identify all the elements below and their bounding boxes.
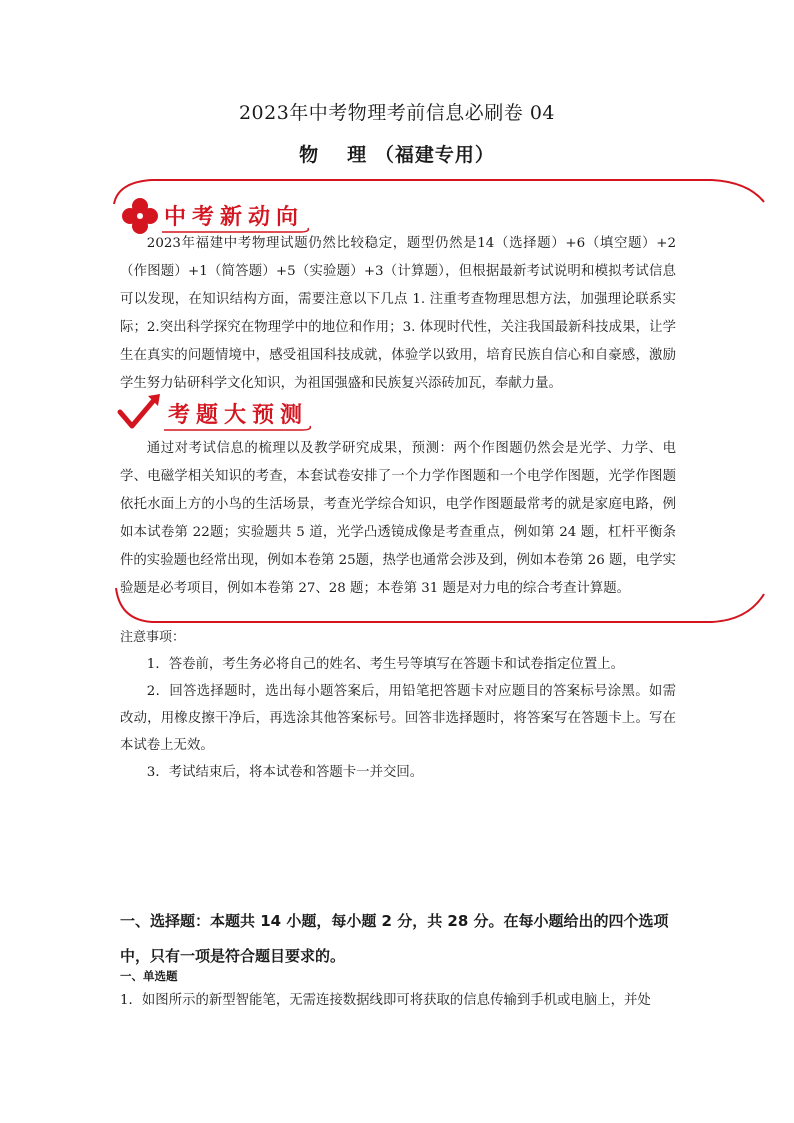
- question-1-text: 1．如图所示的新型智能笔，无需连接数据线即可将获取的信息传输到手机或电脑上，并处: [120, 993, 651, 1008]
- note-item: 1．答卷前，考生务必将自己的姓名、考生号等填写在答题卡和试卷指定位置上。: [146, 657, 624, 672]
- note-item: 2．回答选择题时，选出每小题答案后，用铅笔把答题卡对应题目的答案标号涂黑。如需改动，用橡皮擦干净后，再选涂其他答案标号。回答非选择题时，将答案写在答题卡上。写在本试卷上无效。: [120, 684, 676, 753]
- question-section-title: 一、选择题：本题共 14 小题，每小题 2 分，共 28 分。在每小题给出的四个选项中，只有一项是符合题目要求的。: [120, 912, 669, 965]
- edition-label: （福建专用）: [374, 144, 495, 166]
- section-heading-label: 考题大预测: [168, 403, 309, 428]
- section-heading-label: 中考新动向: [164, 205, 305, 230]
- question-subsection-title: 一、单选题: [120, 969, 178, 983]
- section-heading-forecast: [116, 392, 316, 432]
- check-arrow-icon: [116, 392, 162, 432]
- subject-char-1: 物: [299, 144, 320, 166]
- heading-underline: [162, 424, 312, 434]
- page-title: 2023年中考物理考前信息必刷卷 04: [238, 102, 556, 124]
- page-subtitle: [0, 140, 794, 167]
- frame-bottom-border: [112, 584, 766, 628]
- subject-char-2: 理: [347, 144, 368, 166]
- section-forecast-paragraph: 通过对考试信息的梳理以及教学研究成果，预测：两个作图题仍然会是光学、力学、电学、电磁学相关知识的考查，本套试卷安排了一个力学作图题和一个电学作图题，光学作图题依托水面上方的小鸟的生活场景，考查光学综合知识，电学作图题最常考的就是家庭电路，例如本试卷第 22题；实验题共 5 道，光学凸透镜成像是考查重点，例如第 24 题，杠杆平衡条件的实验题也经常出现，例如本卷第 25题，热学也通常会涉及到，例如本卷第 26 题，电学实验题是必考项目，例如本卷第 27、28 题；本卷第 31 题是对力电的综合考查计算题。: [120, 441, 676, 596]
- notes-heading: 注意事项：: [120, 630, 186, 645]
- section-news-paragraph: 2023年福建中考物理试题仍然比较稳定，题型仍然是14（选择题）+6（填空题）+2（作图题）+1（简答题）+5（实验题）+3（计算题），但根据最新考试说明和模拟考试信息可以发现，在知识结构方面，需要注意以下几点 1. 注重考查物理思想方法，加强理论联系实际；2.突出科学探究在物理学中的地位和作用；3. 体现时代性，关注我国最新科技成果，让学生在真实的问题情境中，感受祖国科技成就，体验学以致用，培育民族自信心和自豪感，激励学生努力钻研科学文化知识，为祖国强盛和民族复兴添砖加瓦，奉献力量。: [120, 236, 676, 391]
- note-item: 3．考试结束后，将本试卷和答题卡一并交回。: [146, 765, 424, 780]
